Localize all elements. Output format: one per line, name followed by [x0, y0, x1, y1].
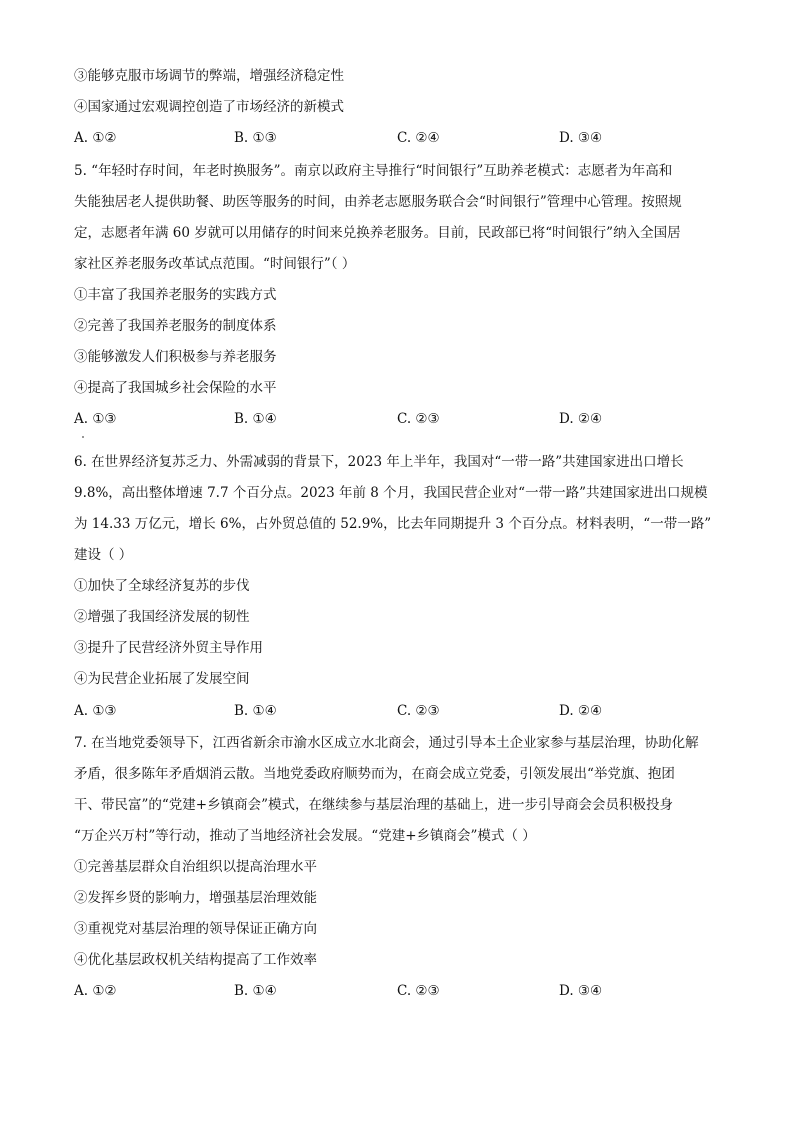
answer-options — [74, 128, 724, 148]
option-c[interactable]: C. ②③ — [397, 411, 440, 427]
statement-3: ③提升了民营经济外贸主导作用 — [74, 640, 263, 656]
option-b[interactable]: B. ①④ — [234, 411, 277, 427]
statement-4: ④提高了我国城乡社会保险的水平 — [74, 380, 277, 396]
question-stem-line: 6. 在世界经济复苏乏力、外需减弱的背景下，2023 年上半年，我国对“一带一路”共建国家进出口增长 — [74, 454, 684, 470]
statement-3: ③能够激发人们积极参与养老服务 — [74, 349, 277, 365]
option-a[interactable]: A. ①② — [74, 983, 117, 999]
answer-options — [74, 409, 724, 429]
question-stem-line: 干、带民富”的“党建+乡镇商会”模式，在继续参与基层治理的基础上，进一步引导商会会员积极投身 — [74, 797, 674, 813]
statement-3: ③重视党对基层治理的领导保证正确方向 — [74, 921, 317, 937]
statement-2: ②发挥乡贤的影响力，增强基层治理效能 — [74, 890, 317, 906]
question-stem-line: 为 14.33 万亿元，增长 6%，占外贸总值的 52.9%，比去年同期提升 3 个百分点。材料表明，“一带一路” — [74, 516, 712, 532]
statement-2: ②完善了我国养老服务的制度体系 — [74, 318, 277, 334]
stray-mark — [82, 436, 84, 438]
question-stem-line: 建设（ ） — [74, 547, 133, 563]
option-c[interactable]: C. ②③ — [397, 983, 440, 999]
question-stem-line: 9.8%，高出整体增速 7.7 个百分点。2023 年前 8 个月，我国民营企业对“一带一路”共建国家进出口规模 — [74, 485, 708, 501]
statement-1: ①丰富了我国养老服务的实践方式 — [74, 287, 277, 303]
question-stem-line: 矛盾，很多陈年矛盾烟消云散。当地党委政府顺势而为，在商会成立党委，引领发展出“举党旗、抱团 — [74, 766, 675, 782]
option-d[interactable]: D. ②④ — [559, 411, 603, 427]
option-b[interactable]: B. ①④ — [234, 983, 277, 999]
option-a[interactable]: A. ①③ — [74, 703, 117, 719]
option-d[interactable]: D. ③④ — [559, 130, 603, 146]
option-b[interactable]: B. ①③ — [234, 130, 277, 146]
statement-2: ②增强了我国经济发展的韧性 — [74, 609, 250, 625]
question-stem-line: 定，志愿者年满 60 岁就可以用储存的时间来兑换养老服务。目前，民政部已将“时间银行”纳入全国居 — [74, 225, 681, 241]
statement-4: ④优化基层政权机关结构提高了工作效率 — [74, 952, 317, 968]
question-stem-line: “万企兴万村”等行动，推动了当地经济社会发展。“党建+乡镇商会”模式（ ） — [74, 828, 536, 844]
option-b[interactable]: B. ①④ — [234, 703, 277, 719]
option-d[interactable]: D. ③④ — [559, 983, 603, 999]
statement-1: ①加快了全球经济复苏的步伐 — [74, 578, 250, 594]
statement-4: ④国家通过宏观调控创造了市场经济的新模式 — [74, 99, 344, 115]
statement-4: ④为民营企业拓展了发展空间 — [74, 671, 250, 687]
question-stem-line: 家社区养老服务改革试点范围。“时间银行”（ ） — [74, 256, 356, 272]
answer-options — [74, 701, 724, 721]
option-c[interactable]: C. ②③ — [397, 703, 440, 719]
question-stem-line: 7. 在当地党委领导下，江西省新余市渝水区成立水北商会，通过引导本土企业家参与基层治理，协助化解 — [74, 735, 699, 751]
option-d[interactable]: D. ②④ — [559, 703, 603, 719]
question-stem-line: 5. “年轻时存时间，年老时换服务”。南京以政府主导推行“时间银行”互助养老模式：志愿者为年高和 — [74, 163, 673, 179]
option-a[interactable]: A. ①② — [74, 130, 117, 146]
statement-3: ③能够克服市场调节的弊端，增强经济稳定性 — [74, 68, 344, 84]
option-a[interactable]: A. ①③ — [74, 411, 117, 427]
answer-options — [74, 981, 724, 1001]
option-c[interactable]: C. ②④ — [397, 130, 440, 146]
question-stem-line: 失能独居老人提供助餐、助医等服务的时间，由养老志愿服务联合会“时间银行”管理中心管理。按照规 — [74, 194, 682, 210]
statement-1: ①完善基层群众自治组织以提高治理水平 — [74, 859, 317, 875]
